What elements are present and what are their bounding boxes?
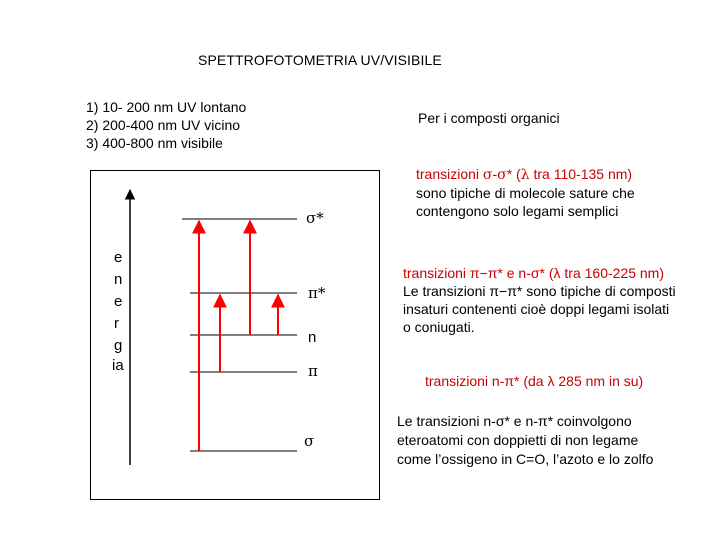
block-line: contengono solo legami semplici [416, 203, 619, 219]
sigma-symbol: σ [497, 167, 507, 183]
level-label-pi-star: π* [308, 284, 326, 302]
range-item: 1) 10- 200 nm UV lontano [86, 99, 247, 115]
lambda-symbol: λ [520, 167, 530, 183]
level-label-n: n [308, 329, 317, 346]
block-line: come l’ossigeno in C=O, l’azoto e lo zolfo [397, 451, 654, 467]
title-prefix: transizioni [416, 166, 483, 182]
organic-compounds-heading: Per i composti organici [418, 110, 560, 126]
wavelength-ranges [86, 98, 246, 152]
heteroatom-block [397, 412, 707, 469]
block-line: eteroatomi con doppietti di non legame [397, 432, 639, 448]
pi-pi-block [403, 264, 713, 336]
block-line: insaturi contenenti cioè doppi legami isolati [403, 301, 670, 317]
star: * ( [506, 166, 521, 182]
level-label-sigma-star: σ* [306, 209, 324, 227]
block-line: Le transizioni π−π* sono tipiche di composti [403, 283, 676, 299]
energy-axis-letter: ia [112, 357, 124, 374]
page-title: SPETTROFOTOMETRIA UV/VISIBILE [198, 52, 442, 68]
sigma-sigma-block [416, 165, 716, 220]
energy-axis-letter: e [114, 249, 123, 266]
sigma-symbol: σ [482, 167, 493, 183]
sigma-sigma-title [416, 165, 716, 184]
n-pi-title: transizioni n-π* (da λ 285 nm in su) [425, 373, 644, 389]
block-line: o coniugati. [403, 319, 475, 335]
title-suffix: tra 110-135 nm) [529, 166, 633, 182]
energy-axis-letter: e [114, 293, 123, 310]
energy-level-diagram [90, 170, 380, 500]
level-label-sigma: σ [304, 432, 315, 450]
block-line: Le transizioni n-σ* e n-π* coinvolgono [397, 413, 632, 429]
range-item: 2) 200-400 nm UV vicino [86, 117, 241, 133]
range-item: 3) 400-800 nm visibile [86, 135, 223, 151]
pi-pi-title: transizioni π−π* e n-σ* (λ tra 160-225 nm) [403, 265, 665, 281]
energy-axis-letter: r [114, 315, 119, 332]
dash: - [492, 166, 498, 182]
energy-axis-letter: g [114, 337, 123, 354]
energy-axis-letter: n [114, 271, 123, 288]
block-line: sono tipiche di molecole sature che [416, 185, 635, 201]
level-label-pi: π [308, 362, 318, 380]
